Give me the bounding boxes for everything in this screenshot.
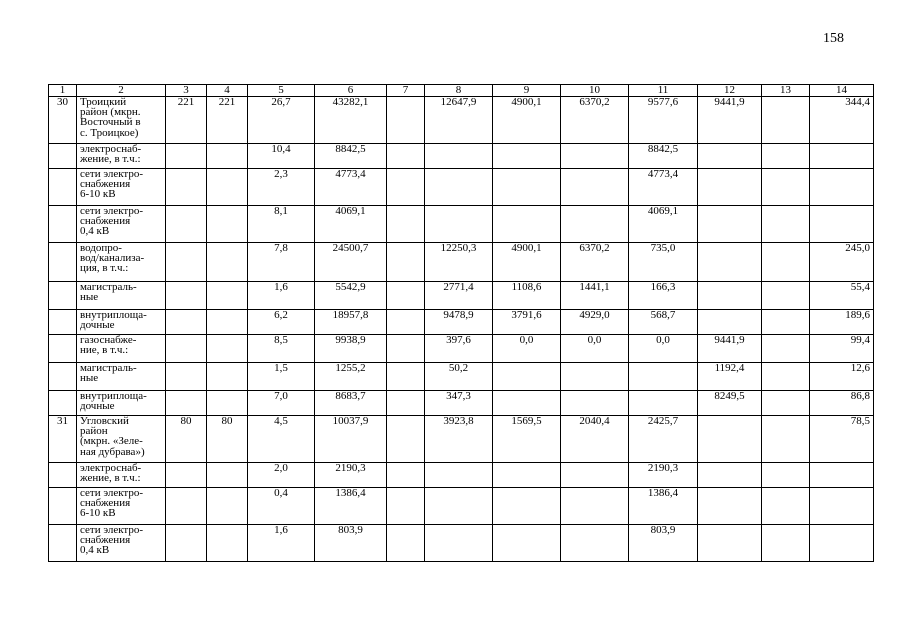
table-cell: Угловский район (мкрн. «Зеле- ная дубрава»)	[77, 416, 166, 463]
table-cell: 4069,1	[629, 206, 698, 243]
table-cell	[387, 310, 425, 335]
table-cell: 4773,4	[315, 169, 387, 206]
table-cell: 31	[49, 416, 77, 463]
table-cell	[49, 363, 77, 391]
table-cell: 30	[49, 97, 77, 144]
column-header: 12	[698, 85, 762, 97]
table-cell: 344,4	[810, 97, 874, 144]
table-cell	[629, 391, 698, 416]
table-cell: магистраль- ные	[77, 363, 166, 391]
table-cell	[493, 391, 561, 416]
table-cell: 1,5	[248, 363, 315, 391]
table-cell	[698, 243, 762, 282]
table-cell: 8,1	[248, 206, 315, 243]
table-cell	[810, 144, 874, 169]
table-cell	[49, 335, 77, 363]
table-cell: 1441,1	[561, 282, 629, 310]
table-cell	[698, 488, 762, 525]
table-cell	[810, 169, 874, 206]
table-cell	[762, 206, 810, 243]
table-cell	[629, 363, 698, 391]
table-cell	[698, 169, 762, 206]
table-row	[49, 391, 874, 416]
table-cell	[166, 243, 207, 282]
table-cell	[387, 463, 425, 488]
table-cell: 8842,5	[629, 144, 698, 169]
table-cell	[49, 391, 77, 416]
table-cell: 26,7	[248, 97, 315, 144]
table-cell: 568,7	[629, 310, 698, 335]
table-cell	[561, 206, 629, 243]
table-cell: 397,6	[425, 335, 493, 363]
table-cell: 9478,9	[425, 310, 493, 335]
table-cell	[49, 488, 77, 525]
table-cell	[166, 335, 207, 363]
table-cell: внутриплоща- дочные	[77, 391, 166, 416]
table-cell	[698, 525, 762, 562]
table-cell	[762, 416, 810, 463]
table-cell: 18957,8	[315, 310, 387, 335]
table-cell: внутриплоща- дочные	[77, 310, 166, 335]
table-cell: сети электро- снабжения 6-10 кВ	[77, 169, 166, 206]
table-cell: 2190,3	[629, 463, 698, 488]
table-cell	[207, 310, 248, 335]
table-cell: 8,5	[248, 335, 315, 363]
table-cell	[425, 488, 493, 525]
table-cell	[810, 206, 874, 243]
table-row	[49, 335, 874, 363]
table-cell: 4,5	[248, 416, 315, 463]
table-cell	[698, 206, 762, 243]
table-cell: 4900,1	[493, 243, 561, 282]
table-cell	[493, 463, 561, 488]
table-cell: 221	[207, 97, 248, 144]
table-cell	[387, 97, 425, 144]
table-cell	[425, 463, 493, 488]
table-cell	[493, 169, 561, 206]
table-cell	[387, 282, 425, 310]
table-cell: 6370,2	[561, 97, 629, 144]
page-number: 158	[823, 31, 844, 46]
table-cell: 0,4	[248, 488, 315, 525]
table-cell: 86,8	[810, 391, 874, 416]
table-cell	[493, 363, 561, 391]
table-cell	[207, 488, 248, 525]
table-cell	[561, 488, 629, 525]
table-cell	[425, 144, 493, 169]
table-cell: 9938,9	[315, 335, 387, 363]
table-row	[49, 97, 874, 144]
table-cell	[698, 310, 762, 335]
table-cell	[387, 525, 425, 562]
column-header: 11	[629, 85, 698, 97]
table-cell: электроснаб- жение, в т.ч.:	[77, 144, 166, 169]
table-cell: 2,3	[248, 169, 315, 206]
table-cell: 0,0	[561, 335, 629, 363]
table-cell: 12,6	[810, 363, 874, 391]
column-header: 9	[493, 85, 561, 97]
table-cell	[166, 282, 207, 310]
table-cell	[207, 282, 248, 310]
table-cell	[207, 463, 248, 488]
table-cell: 12647,9	[425, 97, 493, 144]
table-cell	[166, 310, 207, 335]
table-cell	[207, 169, 248, 206]
table-cell: 4900,1	[493, 97, 561, 144]
column-header: 5	[248, 85, 315, 97]
table-cell	[387, 416, 425, 463]
table-cell: 735,0	[629, 243, 698, 282]
table-row	[49, 463, 874, 488]
table-cell: 1192,4	[698, 363, 762, 391]
table-cell	[762, 144, 810, 169]
table-cell	[561, 169, 629, 206]
table-cell	[387, 206, 425, 243]
table-row	[49, 144, 874, 169]
table-cell: 24500,7	[315, 243, 387, 282]
table-cell: сети электро- снабжения 0,4 кВ	[77, 206, 166, 243]
table-cell: 245,0	[810, 243, 874, 282]
table-cell: 2771,4	[425, 282, 493, 310]
table-cell: 4929,0	[561, 310, 629, 335]
table-cell	[493, 525, 561, 562]
table-cell: 0,0	[629, 335, 698, 363]
table-cell	[762, 525, 810, 562]
table-cell	[387, 363, 425, 391]
table-cell: 4773,4	[629, 169, 698, 206]
table-cell	[207, 243, 248, 282]
table-cell	[762, 463, 810, 488]
table-cell: 803,9	[315, 525, 387, 562]
table-cell	[166, 463, 207, 488]
table-cell: магистраль- ные	[77, 282, 166, 310]
table-cell	[166, 391, 207, 416]
table-cell: 78,5	[810, 416, 874, 463]
column-header: 1	[49, 85, 77, 97]
table-cell: 80	[166, 416, 207, 463]
table-row	[49, 282, 874, 310]
table-cell	[387, 144, 425, 169]
table-cell: 166,3	[629, 282, 698, 310]
table-cell: 0,0	[493, 335, 561, 363]
table-cell	[762, 282, 810, 310]
table-cell: сети электро- снабжения 0,4 кВ	[77, 525, 166, 562]
table-cell: 3923,8	[425, 416, 493, 463]
table-cell: 1108,6	[493, 282, 561, 310]
table-cell: 8249,5	[698, 391, 762, 416]
table-cell	[387, 488, 425, 525]
table-cell	[387, 243, 425, 282]
table-cell	[561, 525, 629, 562]
table-cell	[166, 206, 207, 243]
table-cell: 803,9	[629, 525, 698, 562]
table-cell	[425, 206, 493, 243]
table-cell: 2190,3	[315, 463, 387, 488]
table-cell: 2,0	[248, 463, 315, 488]
table-cell: 1569,5	[493, 416, 561, 463]
column-header: 8	[425, 85, 493, 97]
table-cell	[207, 525, 248, 562]
header-row	[49, 85, 874, 97]
table-cell: Троицкий район (мкрн. Восточный в с. Троицкое)	[77, 97, 166, 144]
table-row	[49, 169, 874, 206]
table-cell	[561, 391, 629, 416]
table-cell	[762, 335, 810, 363]
table-cell	[493, 206, 561, 243]
table-cell: 43282,1	[315, 97, 387, 144]
table-cell	[207, 391, 248, 416]
table-cell	[762, 391, 810, 416]
table-cell: 7,8	[248, 243, 315, 282]
table-cell: 221	[166, 97, 207, 144]
table-cell	[387, 169, 425, 206]
table-cell	[207, 144, 248, 169]
table-cell: 1255,2	[315, 363, 387, 391]
table-cell	[810, 463, 874, 488]
table-cell	[49, 243, 77, 282]
table-cell	[762, 169, 810, 206]
table-cell	[49, 310, 77, 335]
table-cell	[387, 335, 425, 363]
table-cell	[561, 463, 629, 488]
table-cell: 7,0	[248, 391, 315, 416]
table-cell	[698, 282, 762, 310]
table-cell	[49, 206, 77, 243]
table-cell	[698, 416, 762, 463]
table-cell: 55,4	[810, 282, 874, 310]
table-cell	[698, 463, 762, 488]
column-header: 10	[561, 85, 629, 97]
table-cell	[762, 97, 810, 144]
data-table	[48, 84, 874, 562]
column-header: 6	[315, 85, 387, 97]
table-row	[49, 488, 874, 525]
column-header: 13	[762, 85, 810, 97]
table-cell: 12250,3	[425, 243, 493, 282]
table-cell: электроснаб- жение, в т.ч.:	[77, 463, 166, 488]
table-cell: 99,4	[810, 335, 874, 363]
table-cell: 347,3	[425, 391, 493, 416]
table-cell	[561, 144, 629, 169]
table-cell	[166, 363, 207, 391]
table-cell	[425, 525, 493, 562]
table-row	[49, 416, 874, 463]
table-cell: 50,2	[425, 363, 493, 391]
column-header: 2	[77, 85, 166, 97]
table-cell	[166, 144, 207, 169]
table-cell	[493, 488, 561, 525]
table-cell: 2425,7	[629, 416, 698, 463]
table-cell: сети электро- снабжения 6-10 кВ	[77, 488, 166, 525]
table-cell: 1386,4	[315, 488, 387, 525]
table-cell	[166, 525, 207, 562]
table-cell	[49, 525, 77, 562]
table-cell: 10,4	[248, 144, 315, 169]
table-cell	[49, 282, 77, 310]
column-header: 14	[810, 85, 874, 97]
table-cell: 189,6	[810, 310, 874, 335]
table-row	[49, 206, 874, 243]
table-cell: 10037,9	[315, 416, 387, 463]
table-cell	[49, 463, 77, 488]
table-cell: 80	[207, 416, 248, 463]
table-cell	[166, 488, 207, 525]
table-cell: 1,6	[248, 525, 315, 562]
table-cell	[698, 144, 762, 169]
table-cell	[810, 488, 874, 525]
table-cell	[207, 363, 248, 391]
table-cell	[561, 363, 629, 391]
table-cell: 6,2	[248, 310, 315, 335]
table-cell: газоснабже- ние, в т.ч.:	[77, 335, 166, 363]
table-cell	[425, 169, 493, 206]
table-cell: 8683,7	[315, 391, 387, 416]
table-cell: 9577,6	[629, 97, 698, 144]
table-cell: водопро- вод/канализа- ция, в т.ч.:	[77, 243, 166, 282]
column-header: 4	[207, 85, 248, 97]
table-cell: 8842,5	[315, 144, 387, 169]
table-cell	[762, 243, 810, 282]
table-cell	[166, 169, 207, 206]
table-cell	[493, 144, 561, 169]
table-cell: 3791,6	[493, 310, 561, 335]
table-row	[49, 525, 874, 562]
table-cell: 9441,9	[698, 335, 762, 363]
column-header: 3	[166, 85, 207, 97]
table-cell	[387, 391, 425, 416]
table-cell: 4069,1	[315, 206, 387, 243]
table-cell: 9441,9	[698, 97, 762, 144]
table-cell: 6370,2	[561, 243, 629, 282]
table-cell	[810, 525, 874, 562]
table-cell	[762, 488, 810, 525]
table-row	[49, 310, 874, 335]
table-cell: 1386,4	[629, 488, 698, 525]
table-cell	[762, 310, 810, 335]
table-cell	[207, 206, 248, 243]
table-cell: 1,6	[248, 282, 315, 310]
column-header: 7	[387, 85, 425, 97]
table-cell	[49, 169, 77, 206]
table-cell: 5542,9	[315, 282, 387, 310]
table-cell: 2040,4	[561, 416, 629, 463]
table-row	[49, 363, 874, 391]
table-cell	[207, 335, 248, 363]
table-row	[49, 243, 874, 282]
table-cell	[49, 144, 77, 169]
table-cell	[762, 363, 810, 391]
